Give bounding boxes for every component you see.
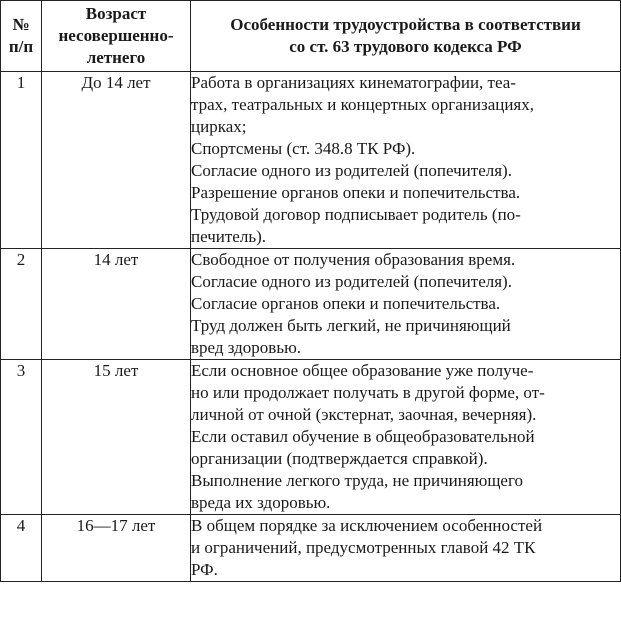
description-line: Работа в организациях кинематографии, теа- <box>191 73 516 92</box>
description-line: Выполнение легкого труда, не причиняющего <box>191 471 524 490</box>
table-row <box>1 515 621 582</box>
description-line: печитель). <box>191 227 266 246</box>
row-description <box>191 515 621 582</box>
description-line: В общем порядке за исключением особенностей <box>191 516 543 535</box>
row-number: 4 <box>1 515 42 582</box>
row-number: 1 <box>1 72 42 249</box>
description-line: личной от очной (экстернат, заочная, вечерняя). <box>191 405 537 424</box>
description-line: Если оставил обучение в общеобразовательной <box>191 427 535 446</box>
description-line: цирках; <box>191 117 247 136</box>
description-line: но или продолжает получать в другой форме, от- <box>191 383 545 402</box>
table-row <box>1 72 621 249</box>
table-row <box>1 249 621 360</box>
description-line: Если основное общее образование уже получе- <box>191 361 534 380</box>
header-description-line: Особенности трудоустройства в соответствии <box>230 15 581 34</box>
row-description <box>191 360 621 515</box>
header-number-line: № <box>12 15 30 34</box>
row-number: 2 <box>1 249 42 360</box>
description-line: Свободное от получения образования время. <box>191 250 516 269</box>
description-line: РФ. <box>191 560 218 579</box>
description-line: Разрешение органов опеки и попечительства. <box>191 183 521 202</box>
header-age <box>42 1 191 72</box>
description-line: Согласие одного из родителей (попечителя). <box>191 272 512 291</box>
header-age-line: несовершенно- <box>58 26 174 45</box>
row-age: 14 лет <box>42 249 191 360</box>
header-number-line: п/п <box>8 37 34 56</box>
table-row <box>1 360 621 515</box>
description-line: Спортсмены (ст. 348.8 ТК РФ). <box>191 139 416 158</box>
header-description <box>191 1 621 72</box>
description-line: Согласие одного из родителей (попечителя). <box>191 161 512 180</box>
header-age-line: летнего <box>86 48 146 67</box>
description-line: Трудовой договор подписывает родитель (по- <box>191 205 521 224</box>
header-description-line: со ст. 63 трудового кодекса РФ <box>289 37 522 56</box>
description-line: Согласие органов опеки и попечительства. <box>191 294 501 313</box>
description-line: трах, театральных и концертных организациях, <box>191 95 535 114</box>
row-description <box>191 72 621 249</box>
row-age: До 14 лет <box>42 72 191 249</box>
description-line: Труд должен быть легкий, не причиняющий <box>191 316 511 335</box>
row-number: 3 <box>1 360 42 515</box>
header-age-line: Возраст <box>85 4 147 23</box>
row-description <box>191 249 621 360</box>
description-line: вред здоровью. <box>191 338 302 357</box>
description-line: организации (подтверждается справкой). <box>191 449 488 468</box>
row-age: 15 лет <box>42 360 191 515</box>
description-line: вреда их здоровью. <box>191 493 331 512</box>
header-number <box>1 1 42 72</box>
row-age: 16—17 лет <box>42 515 191 582</box>
description-line: и ограничений, предусмотренных главой 42 ТК <box>191 538 536 557</box>
header-row <box>1 1 621 72</box>
